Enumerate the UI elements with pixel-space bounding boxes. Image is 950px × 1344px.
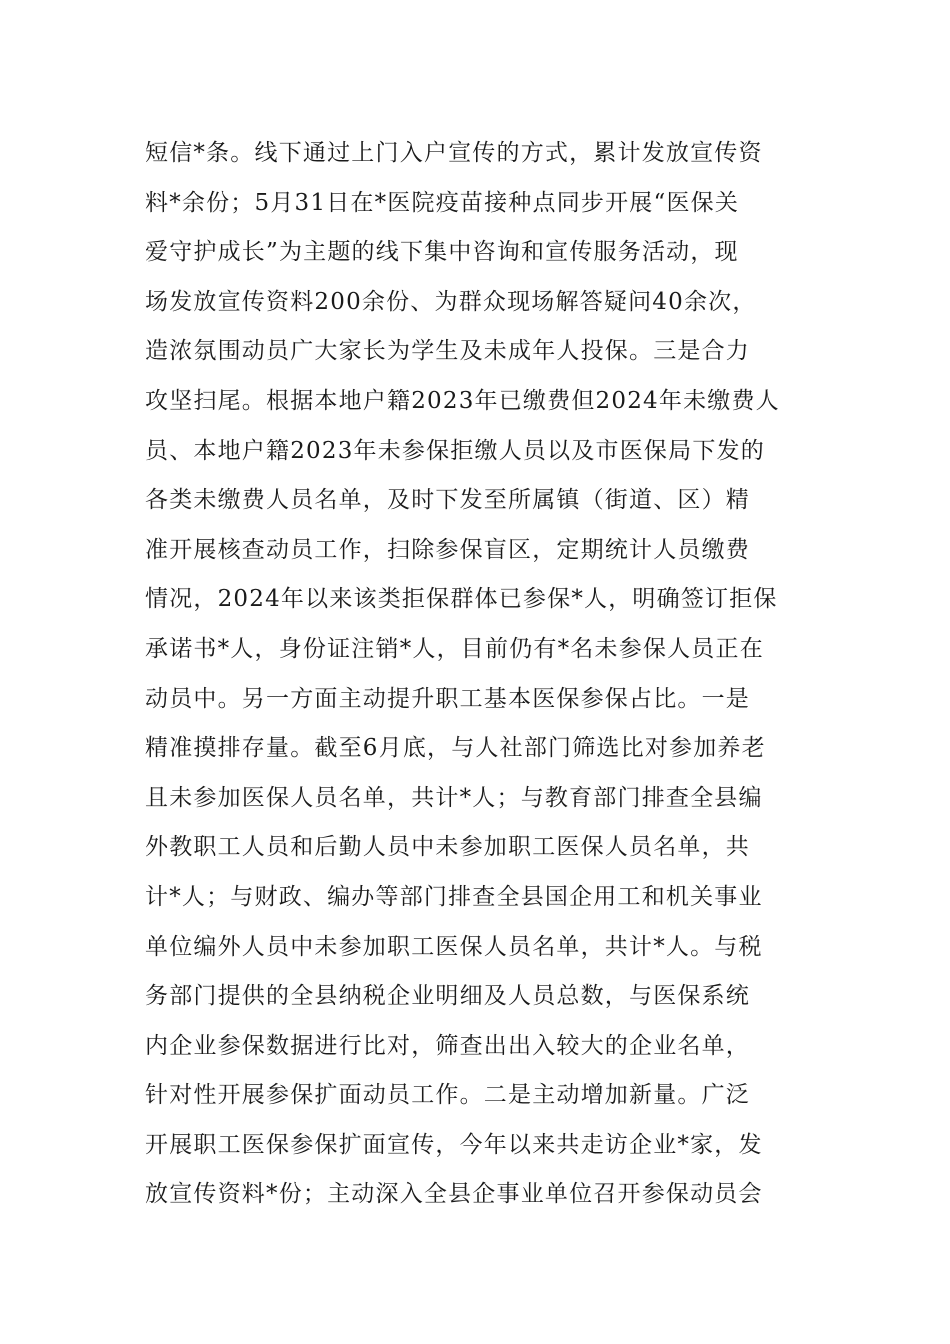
text-line: 员、本地户籍2023年未参保拒缴人员以及市医保局下发的	[145, 437, 765, 464]
text-line: 计*人；与财政、编办等部门排查全县国企用工和机关事业	[145, 883, 763, 910]
text-line: 单位编外人员中未参加职工医保人员名单，共计*人。与税	[145, 933, 763, 960]
text-line: 短信*条。线下通过上门入户宣传的方式，累计发放宣传资	[145, 140, 763, 166]
text-line: 造浓氛围动员广大家长为学生及未成年人投保。三是合力	[145, 338, 750, 365]
text-line: 精准摸排存量。截至6月底，与人社部门筛选比对参加养老	[145, 735, 766, 762]
text-line: 准开展核查动员工作，扫除参保盲区，定期统计人员缴费	[145, 536, 750, 563]
text-line: 开展职工医保参保扩面宣传，今年以来共走访企业*家，发	[145, 1131, 763, 1158]
text-line: 务部门提供的全县纳税企业明细及人员总数，与医保系统	[145, 983, 750, 1010]
text-line: 外教职工人员和后勤人员中未参加职工医保人员名单，共	[145, 834, 750, 861]
text-line: 各类未缴费人员名单，及时下发至所属镇（街道、区）精	[145, 487, 750, 514]
text-line: 针对性开展参保扩面动员工作。二是主动增加新量。广泛	[145, 1082, 750, 1109]
body-paragraph	[145, 129, 815, 1220]
text-line: 爱守护成长”为主题的线下集中咨询和宣传服务活动，现	[145, 239, 739, 266]
text-line: 内企业参保数据进行比对，筛查出出入较大的企业名单，	[145, 1032, 750, 1059]
text-line: 料*余份；5月31日在*医院疫苗接种点同步开展“医保关	[145, 189, 740, 216]
text-line: 攻坚扫尾。根据本地户籍2023年已缴费但2024年未缴费人	[145, 387, 780, 414]
text-line: 动员中。另一方面主动提升职工基本医保参保占比。一是	[145, 685, 750, 712]
text-line: 且未参加医保人员名单，共计*人；与教育部门排查全县编	[145, 784, 763, 811]
text-line: 情况，2024年以来该类拒保群体已参保*人，明确签订拒保	[145, 586, 778, 613]
text-line: 放宣传资料*份；主动深入全县企事业单位召开参保动员会	[145, 1181, 763, 1208]
text-line: 承诺书*人，身份证注销*人，目前仍有*名未参保人员正在	[145, 635, 764, 662]
text-line: 场发放宣传资料200余份、为群众现场解答疑问40余次，	[145, 288, 757, 315]
